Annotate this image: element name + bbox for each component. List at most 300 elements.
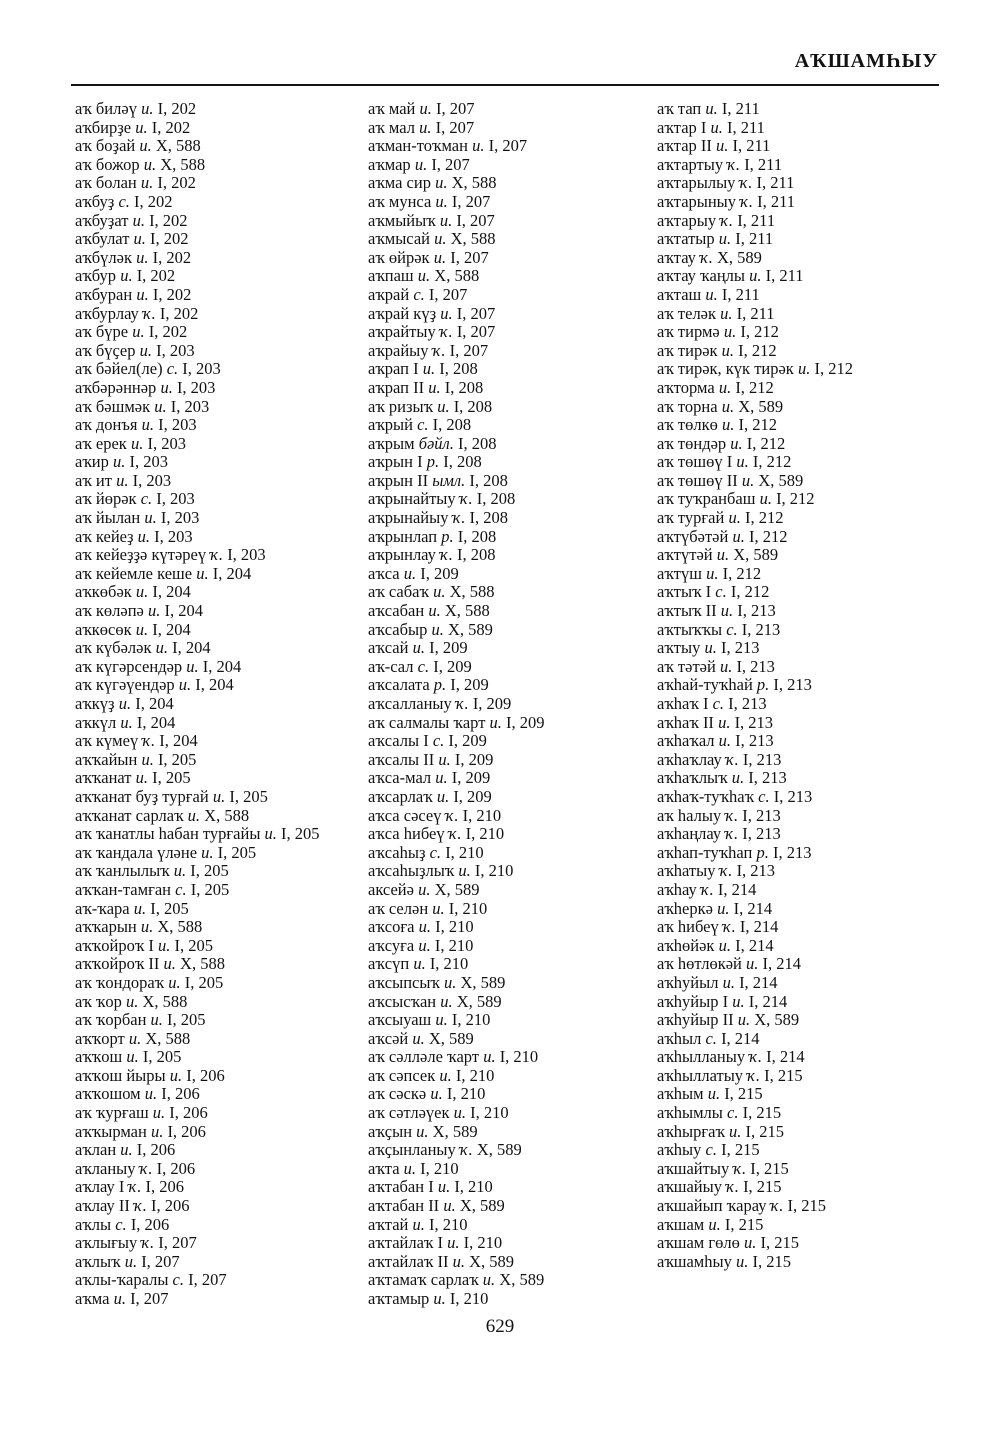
headword: аҡтарылыу [657, 173, 736, 193]
volume-page-ref: I, 208 [453, 433, 497, 453]
index-entry [75, 212, 368, 231]
volume-page-ref: I, 204 [160, 601, 204, 621]
index-entry [368, 490, 657, 509]
volume-page-ref: I, 203 [125, 452, 168, 472]
pos-abbreviation: и. [727, 768, 745, 788]
pos-abbreviation: и. [717, 396, 735, 416]
pos-abbreviation: р. [752, 675, 770, 695]
volume-page-ref: I, 215 [759, 1065, 803, 1085]
pos-abbreviation: р. [437, 526, 454, 546]
headword: аҡтүбәтәй [657, 526, 729, 546]
pos-abbreviation: и. [131, 619, 149, 639]
headword: аҡһаҡлыҡ [657, 768, 728, 788]
pos-abbreviation: и. [131, 582, 149, 602]
index-entry [368, 900, 657, 919]
index-entry [657, 528, 945, 547]
index-entry [657, 1104, 945, 1123]
pos-abbreviation: и. [132, 284, 149, 304]
index-entry [368, 621, 657, 640]
pos-abbreviation: и. [413, 879, 431, 899]
volume-page-ref: I, 205 [148, 768, 191, 788]
volume-page-ref: I, 210 [447, 1010, 491, 1030]
headword: аҡтартыу [657, 154, 724, 174]
volume-page-ref: I, 209 [447, 768, 491, 788]
pos-abbreviation: и. [431, 1010, 448, 1030]
headword: аҡрынлау [368, 545, 436, 565]
index-entry [368, 509, 657, 528]
headword: аҡҡойроҡ I [75, 935, 154, 955]
pos-abbreviation: и. [399, 1158, 417, 1178]
volume-page-ref: I, 204 [198, 656, 242, 676]
volume-page-ref: I, 206 [163, 1121, 206, 1141]
pos-abbreviation: с. [136, 489, 153, 509]
headword: аҡсай [368, 638, 409, 658]
pos-abbreviation: с. [412, 415, 429, 435]
pos-abbreviation: и. [448, 1251, 465, 1271]
volume-page-ref: I, 213 [769, 675, 812, 695]
headword: аҡрап I [368, 359, 419, 379]
volume-page-ref: I, 207 [184, 1270, 227, 1290]
index-entry [75, 602, 368, 621]
volume-page-ref: I, 210 [495, 1047, 539, 1067]
pos-abbreviation: и. [712, 545, 730, 565]
index-entry [368, 769, 657, 788]
headword: аҡма сир [368, 173, 431, 193]
pos-abbreviation: и. [717, 415, 735, 435]
headword: аҡсоға [368, 917, 415, 937]
index-entry [368, 993, 657, 1012]
headword: аҡ бәйел(ле) [75, 359, 163, 379]
pos-abbreviation: и. [109, 1289, 126, 1308]
headword: аҡ-сал [368, 656, 414, 676]
volume-page-ref: I, 208 [439, 452, 482, 472]
volume-page-ref: I, 212 [734, 415, 777, 435]
volume-page-ref: I, 202 [129, 191, 173, 211]
volume-page-ref: I, 203 [156, 508, 200, 528]
index-entry [657, 937, 945, 956]
headword: аҡ бүре [75, 322, 129, 342]
headword: аҡ күгәрсендәр [75, 656, 183, 676]
volume-page-ref: I, 208 [449, 396, 493, 416]
pos-abbreviation: ҡ. [455, 489, 473, 509]
index-entry [657, 1234, 945, 1253]
headword: аҡһуйыр II [657, 1010, 734, 1030]
volume-page-ref: I, 211 [761, 266, 804, 286]
volume-page-ref: I, 205 [186, 879, 230, 899]
index-entry [657, 918, 945, 937]
volume-page-ref: I, 203 [154, 415, 197, 435]
volume-page-ref: I, 213 [733, 601, 776, 621]
index-entry [368, 100, 657, 119]
headword: аҡтыу [657, 638, 701, 658]
volume-page-ref: I, 207 [452, 210, 495, 230]
pos-abbreviation: ҡ. [723, 154, 741, 174]
index-entry [657, 267, 945, 286]
pos-abbreviation: и. [150, 396, 167, 416]
headword: аҡсуға [368, 935, 415, 955]
pos-abbreviation: и. [129, 898, 147, 918]
volume-page-ref: X, 589 [424, 1028, 474, 1048]
pos-abbreviation: и. [137, 749, 154, 769]
index-entry [657, 360, 945, 379]
index-entry [75, 900, 368, 919]
index-entry [75, 1104, 368, 1123]
pos-abbreviation: и. [714, 229, 732, 249]
index-entry [657, 1030, 945, 1049]
volume-page-ref: I, 206 [141, 1177, 184, 1197]
volume-page-ref: I, 205 [162, 1010, 206, 1030]
index-entry [368, 1253, 657, 1272]
volume-page-ref: I, 207 [452, 303, 496, 323]
index-entry [657, 174, 945, 193]
headword: аҡта [368, 1158, 400, 1178]
headword: аҡ ерек [75, 433, 127, 453]
volume-page-ref: I, 209 [450, 749, 494, 769]
headword: аҡ өйрәк [368, 247, 430, 267]
index-entry [657, 1067, 945, 1086]
volume-page-ref: X, 588 [156, 154, 206, 174]
pos-abbreviation: и. [430, 229, 447, 249]
pos-abbreviation: ҡ. [721, 1177, 739, 1197]
volume-page-ref: I, 211 [717, 284, 760, 304]
volume-page-ref: I, 215 [716, 1140, 760, 1160]
index-entry [75, 993, 368, 1012]
headword: аҡланыу [75, 1158, 136, 1178]
headword: аҡман-тоҡман [368, 136, 468, 156]
headword: аҡ төндәр [657, 433, 727, 453]
headword: аҡтар II [657, 136, 712, 156]
headword: аҡһау [657, 879, 697, 899]
volume-page-ref: I, 203 [166, 396, 210, 416]
pos-abbreviation: и. [724, 508, 741, 528]
volume-page-ref: X, 589 [443, 619, 493, 639]
volume-page-ref: X, 588 [200, 805, 250, 825]
index-entry [368, 267, 657, 286]
headword: аҡ кейеҙҙә күтәреү [75, 545, 207, 565]
volume-page-ref: I, 210 [424, 1214, 468, 1234]
pos-abbreviation: и. [183, 805, 201, 825]
index-entry [368, 1197, 657, 1216]
pos-abbreviation: и. [716, 303, 733, 323]
volume-page-ref: X, 588 [445, 582, 495, 602]
headword: аҡ сәлләле ҡарт [368, 1047, 480, 1067]
volume-page-ref: I, 212 [742, 433, 786, 453]
index-entry [75, 1123, 368, 1142]
pos-abbreviation: и. [146, 1121, 164, 1141]
volume-page-ref: I, 202 [144, 322, 188, 342]
index-entry [657, 509, 945, 528]
pos-abbreviation: ҡ. [435, 545, 453, 565]
pos-abbreviation: и. [436, 991, 453, 1011]
index-entry [657, 305, 945, 324]
pos-abbreviation: и. [701, 284, 718, 304]
index-entry [75, 1178, 368, 1197]
index-entry [75, 267, 368, 286]
volume-page-ref: I, 212 [736, 322, 779, 342]
volume-page-ref: I, 211 [752, 173, 795, 193]
index-entry [657, 955, 945, 974]
headword: аҡ ҡандала үләне [75, 842, 198, 862]
pos-abbreviation: и. [428, 582, 446, 602]
volume-page-ref: X, 589 [734, 396, 784, 416]
index-entry [75, 583, 368, 602]
headword: аҡ ҡондораҡ [75, 972, 165, 992]
pos-abbreviation: и. [414, 917, 431, 937]
volume-page-ref: I, 202 [153, 173, 196, 193]
pos-abbreviation: ҡ. [137, 1233, 155, 1253]
index-entry [368, 918, 657, 937]
index-entry [75, 621, 368, 640]
index-entry [657, 212, 945, 231]
index-entry [75, 1141, 368, 1160]
pos-abbreviation: и. [467, 136, 485, 156]
headword: аҡсабан [368, 601, 425, 621]
volume-page-ref: I, 213 [744, 768, 787, 788]
volume-page-ref: I, 215 [720, 1214, 764, 1234]
volume-page-ref: I, 208 [453, 526, 497, 546]
index-entry [368, 323, 657, 342]
volume-page-ref: X, 589 [754, 470, 804, 490]
page-number: 629 [485, 1316, 515, 1337]
headword: аҡҡарын [75, 917, 137, 937]
pos-abbreviation: ымл. [428, 470, 466, 490]
headword: аҡһаҡлау [657, 749, 722, 769]
volume-page-ref: I, 203 [150, 526, 193, 546]
pos-abbreviation: с. [428, 731, 445, 751]
pos-abbreviation: и. [703, 1084, 721, 1104]
volume-page-ref: I, 202 [144, 210, 188, 230]
volume-page-ref: I, 205 [138, 1047, 182, 1067]
index-entry [657, 825, 945, 844]
pos-abbreviation: и. [418, 359, 436, 379]
volume-page-ref: I, 207 [445, 340, 489, 360]
headword: аҡ торна [657, 396, 718, 416]
headword: аҡһыл [657, 1028, 702, 1048]
headword: аҡса-мал [368, 768, 432, 788]
volume-page-ref: I, 209 [468, 694, 512, 713]
headword: аҡтай [368, 1214, 409, 1234]
index-entry [657, 695, 945, 714]
headword: аҡсәй [368, 1028, 409, 1048]
index-entry [657, 1123, 945, 1142]
index-entry [657, 1085, 945, 1104]
volume-page-ref: I, 210 [466, 1103, 509, 1123]
index-entry [368, 676, 657, 695]
volume-page-ref: I, 202 [148, 247, 192, 267]
volume-page-ref: I, 215 [738, 1103, 782, 1123]
pos-abbreviation: и. [436, 303, 453, 323]
pos-abbreviation: и. [739, 1233, 757, 1253]
index-entry [657, 621, 945, 640]
index-entry [368, 379, 657, 398]
headword: аҡ ҡанлылыҡ [75, 861, 170, 881]
headword: аҡһеркә [657, 898, 713, 918]
headword: аҡһым [657, 1084, 704, 1104]
index-entry [657, 639, 945, 658]
index-entry [657, 1178, 945, 1197]
volume-page-ref: I, 205 [153, 749, 197, 769]
headword: аҡлы-ҡаралы [75, 1270, 169, 1290]
headword: аҡрый [368, 415, 413, 435]
index-entry [368, 695, 657, 714]
index-entry [75, 937, 368, 956]
index-entry [75, 565, 368, 584]
pos-abbreviation: и. [159, 954, 176, 974]
index-entry [657, 342, 945, 361]
index-entry [657, 1216, 945, 1235]
volume-page-ref: I, 205 [225, 786, 268, 806]
volume-page-ref: I, 209 [449, 786, 492, 806]
column-1 [75, 100, 368, 1309]
volume-page-ref: I, 209 [444, 731, 487, 751]
index-entry [75, 881, 368, 900]
index-entry [368, 1234, 657, 1253]
index-entry [368, 1141, 657, 1160]
pos-abbreviation: и. [132, 247, 149, 267]
index-entry [368, 844, 657, 863]
pos-abbreviation: и. [260, 824, 277, 844]
index-entry [75, 472, 368, 491]
headword: аҡ ит [75, 470, 112, 490]
volume-page-ref: I, 213 [730, 712, 774, 732]
headword: аҡһаҡал [657, 731, 715, 751]
volume-page-ref: I, 210 [459, 1233, 503, 1253]
headword: аҡтау ҡаңлы [657, 266, 745, 286]
volume-page-ref: I, 208 [465, 470, 508, 490]
pos-abbreviation: с. [722, 619, 738, 639]
pos-abbreviation: и. [140, 508, 157, 528]
pos-abbreviation: и. [485, 712, 502, 732]
pos-abbreviation: бәйл. [414, 433, 454, 453]
volume-page-ref: I, 209 [429, 656, 472, 676]
headword: аҡһуйыл [657, 972, 719, 992]
pos-abbreviation: и. [169, 861, 187, 881]
volume-page-ref: X, 588 [440, 601, 490, 621]
pos-abbreviation: и. [432, 786, 450, 806]
pos-abbreviation: и. [116, 266, 133, 286]
headword: аҡ боҙай [75, 136, 136, 156]
headword: аҡбулат [75, 229, 130, 249]
pos-abbreviation: с. [409, 284, 425, 304]
pos-abbreviation: ҡ. [428, 340, 446, 360]
pos-abbreviation: ҡ. [716, 210, 734, 230]
headword: аҡкүл [75, 712, 117, 732]
volume-page-ref: I, 204 [167, 638, 211, 658]
pos-abbreviation: и. [454, 861, 471, 881]
headword: аҡсабыр [368, 619, 428, 639]
volume-page-ref: X, 589 [750, 1010, 800, 1030]
volume-page-ref: I, 215 [783, 1196, 827, 1216]
volume-page-ref: I, 206 [152, 1158, 196, 1178]
pos-abbreviation: и. [122, 1047, 139, 1067]
headword: аҡшам [657, 1214, 705, 1234]
headword: аҡмысай [368, 229, 430, 249]
pos-abbreviation: и. [439, 972, 457, 992]
headword: аҡтыҡ I [657, 582, 712, 602]
index-entry [657, 602, 945, 621]
index-entry [75, 546, 368, 565]
headword: аҡтүтәй [657, 545, 713, 565]
pos-abbreviation: ҡ. [715, 861, 733, 881]
pos-abbreviation: ҡ. [206, 545, 224, 565]
pos-abbreviation: и. [745, 266, 762, 286]
index-entry [657, 1048, 945, 1067]
index-entry [75, 379, 368, 398]
index-entry [75, 695, 368, 714]
index-entry [75, 230, 368, 249]
volume-page-ref: I, 212 [744, 526, 788, 546]
volume-page-ref: I, 204 [131, 694, 174, 713]
index-entry [75, 100, 368, 119]
headword: аҡ күмеү [75, 731, 139, 751]
volume-page-ref: I, 211 [752, 191, 795, 211]
volume-page-ref: I, 203 [128, 470, 172, 490]
volume-page-ref: I, 213 [737, 619, 781, 639]
headword: аҡ төлкө [657, 415, 718, 435]
index-entry [368, 807, 657, 826]
headword: аҡ сабаҡ [368, 582, 429, 602]
volume-page-ref: X, 588 [430, 266, 480, 286]
index-entry [657, 286, 945, 305]
index-entry [75, 807, 368, 826]
pos-abbreviation: и. [478, 1270, 496, 1290]
headword: аҡҡойроҡ II [75, 954, 160, 974]
volume-page-ref: I, 213 [738, 749, 782, 769]
volume-page-ref: I, 210 [461, 824, 505, 844]
headword: аҡ тап [657, 99, 702, 118]
pos-abbreviation: и. [408, 1028, 425, 1048]
volume-page-ref: I, 212 [740, 508, 784, 528]
headword: аҡ сәтләүек [368, 1103, 450, 1123]
index-entry [75, 639, 368, 658]
volume-page-ref: I, 210 [444, 898, 488, 918]
volume-page-ref: I, 215 [746, 1158, 789, 1178]
volume-page-ref: I, 213 [769, 786, 813, 806]
index-entry [368, 249, 657, 268]
pos-abbreviation: и. [126, 433, 144, 453]
headword: аҡ мал [368, 117, 415, 137]
pos-abbreviation: и. [428, 898, 445, 918]
headword: аҡһыллатыу [657, 1065, 744, 1085]
headword: аҡсалланыу [368, 694, 452, 713]
pos-abbreviation: и. [717, 340, 735, 360]
pos-abbreviation: и. [165, 1065, 183, 1085]
pos-abbreviation: и. [706, 117, 723, 137]
headword: аҡрайтыу [368, 322, 436, 342]
headword: аҡмыйыҡ [368, 210, 436, 230]
index-columns [75, 100, 945, 1309]
pos-abbreviation: ҡ. [736, 191, 753, 211]
index-entry [368, 1178, 657, 1197]
volume-page-ref: I, 211 [740, 154, 783, 174]
headword: аҡшайтыу [657, 1158, 730, 1178]
index-entry [368, 1104, 657, 1123]
index-entry [75, 825, 368, 844]
volume-page-ref: I, 210 [450, 1177, 493, 1197]
index-entry [657, 379, 945, 398]
headword: аҡкүҙ [75, 694, 115, 713]
index-entry [368, 639, 657, 658]
headword: аҡтарыныу [657, 191, 737, 211]
pos-abbreviation: с. [722, 1103, 739, 1123]
headword: аҡма [75, 1289, 110, 1308]
volume-page-ref: X, 589 [452, 991, 502, 1011]
pos-abbreviation: и. [731, 1251, 749, 1271]
headword: аҡ теләк [657, 303, 717, 323]
pos-abbreviation: и. [197, 842, 214, 862]
pos-abbreviation: с. [701, 1028, 717, 1048]
pos-abbreviation: ҡ. [766, 1196, 784, 1216]
